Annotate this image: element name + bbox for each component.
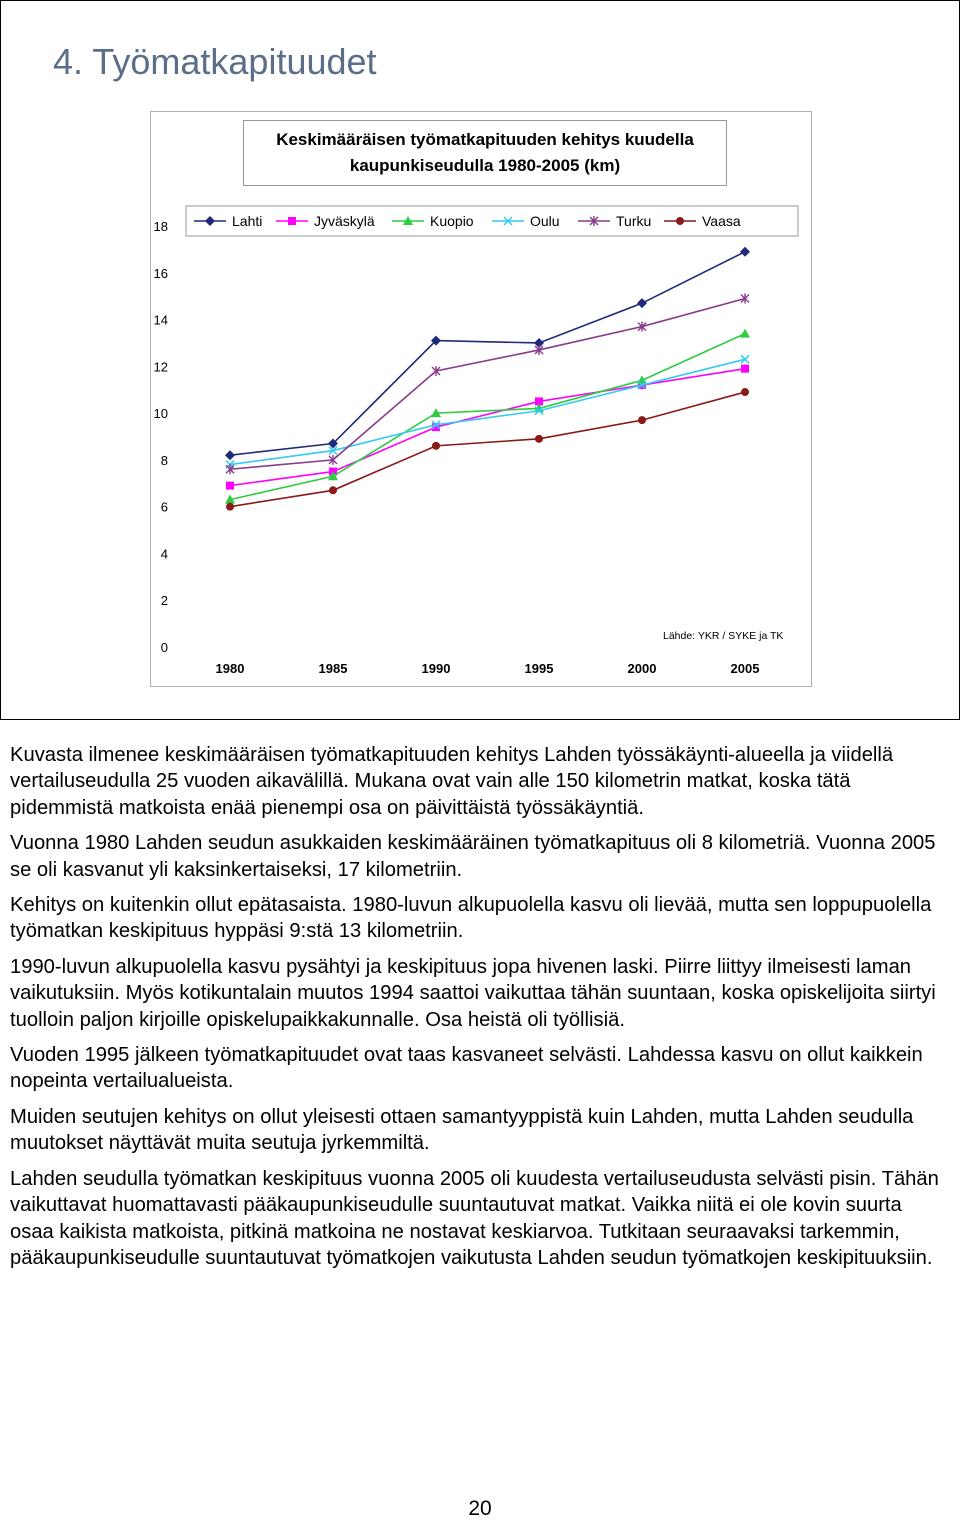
legend-label: Vaasa [702, 213, 741, 229]
data-point [432, 442, 440, 450]
slide-title: 4. Työmatkapituudet [53, 41, 377, 82]
chart-title-line-2: kaupunkiseudulla 1980-2005 (km) [349, 156, 621, 175]
data-point [740, 329, 750, 338]
page-number: 20 [468, 1497, 492, 1520]
x-tick-label: 1990 [421, 661, 451, 676]
paragraph: Vuonna 1980 Lahden seudun asukkaiden keskimääräinen työmatkapituus oli 8 kilometriä. Vuonna 2005 se oli kasvanut yli kaksinkertaiseksi, 17 kilometriin. [10, 832, 936, 881]
y-tick-label: 4 [160, 546, 168, 562]
y-tick-label: 2 [160, 593, 168, 609]
data-point [638, 416, 646, 424]
chart-title-line-1: Keskimääräisen työmatkapituuden kehitys kuudella [276, 130, 694, 149]
y-tick-label: 16 [153, 265, 168, 281]
line-chart [0, 0, 960, 720]
y-tick-label: 0 [160, 640, 168, 655]
data-point [741, 388, 749, 396]
y-tick-label: 8 [160, 452, 168, 468]
x-tick-label: 1985 [318, 661, 348, 676]
x-tick-label: 2005 [730, 661, 760, 676]
legend-label: Jyväskylä [314, 213, 375, 229]
y-tick-label: 14 [153, 312, 168, 328]
data-point [535, 435, 543, 443]
data-point [225, 450, 235, 460]
y-tick-label: 12 [153, 359, 168, 375]
y-tick-label: 10 [153, 406, 168, 422]
paragraph: Lahden seudulla työmatkan keskipituus vuonna 2005 oli kuudesta vertailuseudusta selvästi pisin. Tähän vaikuttavat huomattavasti pääkaupunkiseudulle suuntautuvat matkat. Vaikka niitä ei ole kovin suurta osaa kaikista matkoista, pitkinä matkoina ne nostavat keskiarvoa. Tutkitaan seuraavaksi tarkemmin, pääkaupunkiseudulle suuntautuvat työmatkojen vaikutusta Lahden seudun työmatkojen keskipituuksiin. [10, 1167, 939, 1269]
series-line [230, 392, 745, 507]
series-line [230, 369, 745, 486]
series-line [230, 252, 745, 455]
y-tick-label: 6 [160, 499, 168, 515]
series-circle [226, 388, 749, 511]
source-note: Lähde: YKR / SYKE ja TK [663, 630, 784, 642]
legend-label: Lahti [232, 213, 263, 229]
data-point [637, 375, 647, 384]
legend-label: Turku [616, 213, 652, 229]
paragraph: Vuoden 1995 jälkeen työmatkapituudet ovat taas kasvaneet selvästi. Lahdessa kasvu on ollut kaikkein nopeinta vertailualueista. [10, 1044, 923, 1093]
series-line [230, 299, 745, 470]
series-square [226, 365, 749, 490]
data-point [740, 247, 750, 257]
x-tick-label: 2000 [627, 661, 657, 676]
data-point [329, 486, 337, 494]
data-point [676, 217, 684, 225]
series-triangle [225, 329, 750, 504]
data-point [741, 365, 749, 373]
legend-label: Kuopio [430, 213, 474, 229]
chart-title [243, 120, 727, 186]
data-point [226, 503, 234, 511]
paragraph: Kuvasta ilmenee keskimääräisen työmatkapituuden kehitys Lahden työssäkäynti-alueella ja viidellä vertailuseudulla 25 vuoden aikavälillä. Mukana ovat vain alle 150 kilometrin matkat, koska tätä pidemmistä matkoista enää pienempi osa on päivittäistä työssäkäyntiä. [10, 744, 894, 819]
paragraph: 1990-luvun alkupuolella kasvu pysähtyi ja keskipituus jopa hivenen laski. Piirre liittyy ilmeisesti laman vaikutuksiin. Myös kotikuntalain muutos 1994 saattoi vaikuttaa tähän suuntaan, koska opiskelijoita siirtyi tuolloin paljon kirjoille opiskelupaikkakunnalle. Osa heistä oli työllisiä. [10, 955, 936, 1031]
data-point [637, 298, 647, 308]
legend-label: Oulu [530, 213, 560, 229]
series-line [230, 359, 745, 464]
series-diamond [225, 247, 750, 460]
data-point [288, 217, 296, 225]
body-text [10, 742, 945, 1280]
paragraph: Muiden seutujen kehitys on ollut yleisesti ottaen samantyyppistä kuin Lahden, mutta Lahden seudulla muutokset näyttävät muita seutuja jyrkemmiltä. [10, 1105, 914, 1155]
paragraph: Kehitys on kuitenkin ollut epätasaista. 1980-luvun alkupuolella kasvu oli lievää, mutta sen loppupuolella työmatkan keskipituus hyppäsi 9:stä 13 kilometriin. [10, 894, 932, 943]
y-tick-label: 18 [153, 219, 168, 234]
data-point [226, 482, 234, 490]
x-tick-label: 1995 [524, 661, 554, 676]
x-tick-label: 1980 [215, 661, 245, 676]
